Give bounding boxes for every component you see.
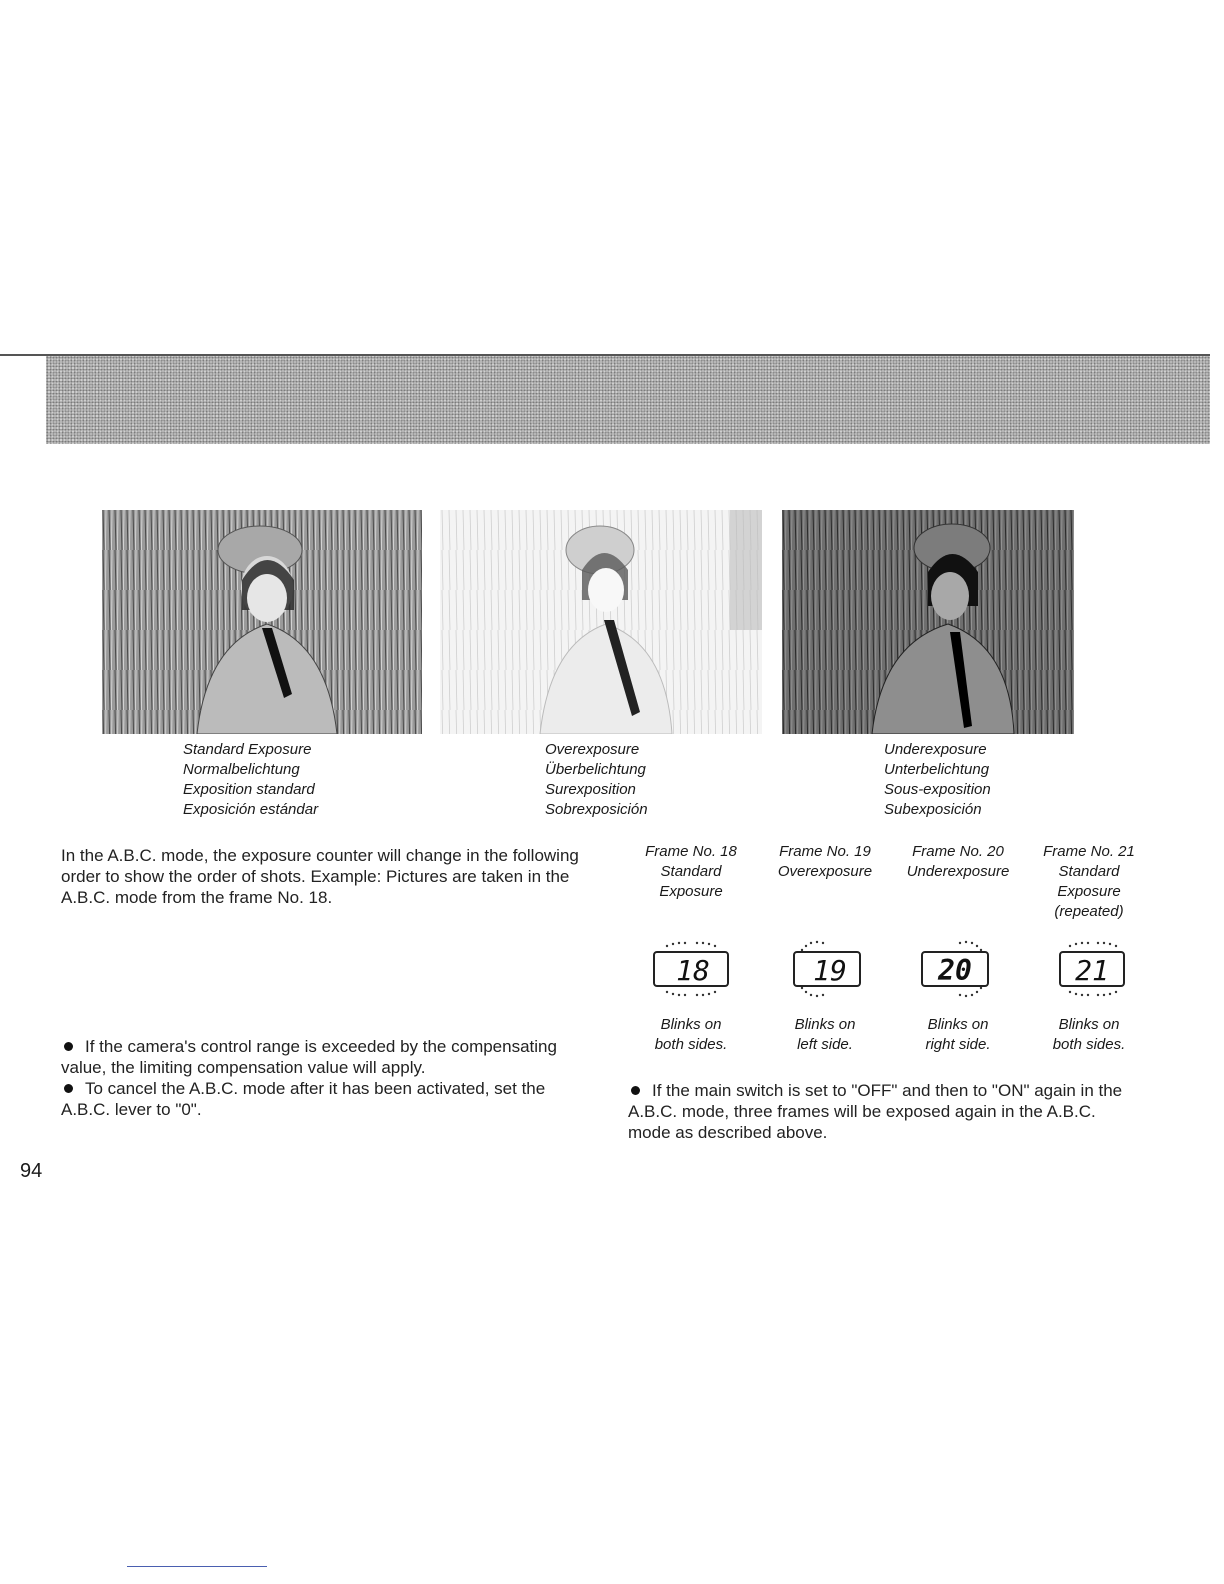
counter-display-18 (651, 938, 731, 1000)
caption-line: Underexposure (884, 741, 987, 758)
frame-label-line: Exposure (1057, 883, 1121, 900)
bullet-item (628, 1080, 1128, 1143)
footer-rule (127, 1566, 267, 1567)
header-band (46, 356, 1210, 444)
counter-digits: 20 (938, 954, 972, 987)
frame-label-line: Underexposure (906, 863, 1010, 880)
caption-standard (183, 740, 318, 820)
bullets-right (628, 1080, 1128, 1143)
bullet-item (61, 1036, 581, 1078)
caption-line: Standard Exposure (183, 741, 312, 758)
counter-digits: 19 (813, 954, 847, 987)
frame-label-line: Frame No. 19 (779, 843, 871, 860)
bullet-icon (631, 1086, 640, 1095)
blink-line: both sides. (1052, 1036, 1126, 1053)
bullet-icon (64, 1042, 73, 1051)
frame-label-line: Frame No. 21 (1043, 843, 1135, 860)
frame-label-line: (repeated) (1054, 903, 1124, 920)
blink-label-21 (1024, 1015, 1154, 1055)
frame-label-19 (760, 842, 890, 882)
bullet-text: If the main switch is set to "OFF" and then to "ON" again in the A.B.C. mode, three frames will be exposed again in the A.B.C. mode as described above. (628, 1081, 1123, 1142)
bullet-item (61, 1078, 581, 1120)
frame-label-20 (893, 842, 1023, 882)
page-number: 94 (20, 1160, 43, 1182)
bullets-left (61, 1036, 581, 1120)
caption-line: Surexposition (545, 781, 636, 798)
blink-label-20 (893, 1015, 1023, 1055)
caption-line: Exposition standard (183, 781, 315, 798)
frame-label-21 (1024, 842, 1154, 922)
frame-label-line: Standard (660, 863, 722, 880)
frame-label-line: Overexposure (777, 863, 873, 880)
caption-line: Subexposición (884, 801, 982, 818)
bullet-icon (64, 1084, 73, 1093)
bullet-text: To cancel the A.B.C. mode after it has been activated, set the A.B.C. lever to "0". (61, 1079, 546, 1119)
caption-line: Exposición estándar (183, 801, 319, 818)
blink-line: right side. (925, 1036, 991, 1053)
blink-line: Blinks on (1058, 1016, 1120, 1033)
caption-line: Sobrexposición (545, 801, 648, 818)
caption-line: Overexposure (545, 741, 640, 758)
counter-digits: 21 (1075, 954, 1109, 987)
blink-line: Blinks on (660, 1016, 722, 1033)
caption-over (545, 740, 648, 820)
caption-line: Unterbelichtung (884, 761, 990, 778)
frame-label-line: Exposure (659, 883, 723, 900)
caption-under (884, 740, 991, 820)
counter-display-19 (786, 938, 866, 1000)
intro-paragraph: In the A.B.C. mode, the exposure counter will change in the following order to show the order of shots. Example: Pictures are taken in the A.B.C. mode from the frame No. 18. (61, 846, 579, 907)
frame-label-line: Standard (1058, 863, 1120, 880)
blink-label-19 (760, 1015, 890, 1055)
blink-line: both sides. (654, 1036, 728, 1053)
blink-line: Blinks on (927, 1016, 989, 1033)
photo-standard-exposure (102, 510, 422, 734)
blink-line: Blinks on (794, 1016, 856, 1033)
bullet-text: If the camera's control range is exceeded by the compensating value, the limiting compensation value will apply. (61, 1037, 557, 1077)
frame-label-line: Frame No. 20 (912, 843, 1004, 860)
counter-display-21 (1052, 938, 1132, 1000)
caption-line: Normalbelichtung (183, 761, 300, 778)
frame-label-line: Frame No. 18 (645, 843, 737, 860)
photo-underexposure (782, 510, 1074, 734)
caption-line: Überbelichtung (545, 761, 646, 778)
frame-label-18 (626, 842, 756, 902)
counter-display-20 (916, 938, 996, 1000)
caption-line: Sous-exposition (884, 781, 991, 798)
blink-label-18 (626, 1015, 756, 1055)
counter-digits: 18 (676, 954, 710, 987)
blink-line: left side. (797, 1036, 853, 1053)
photo-overexposure (440, 510, 762, 734)
